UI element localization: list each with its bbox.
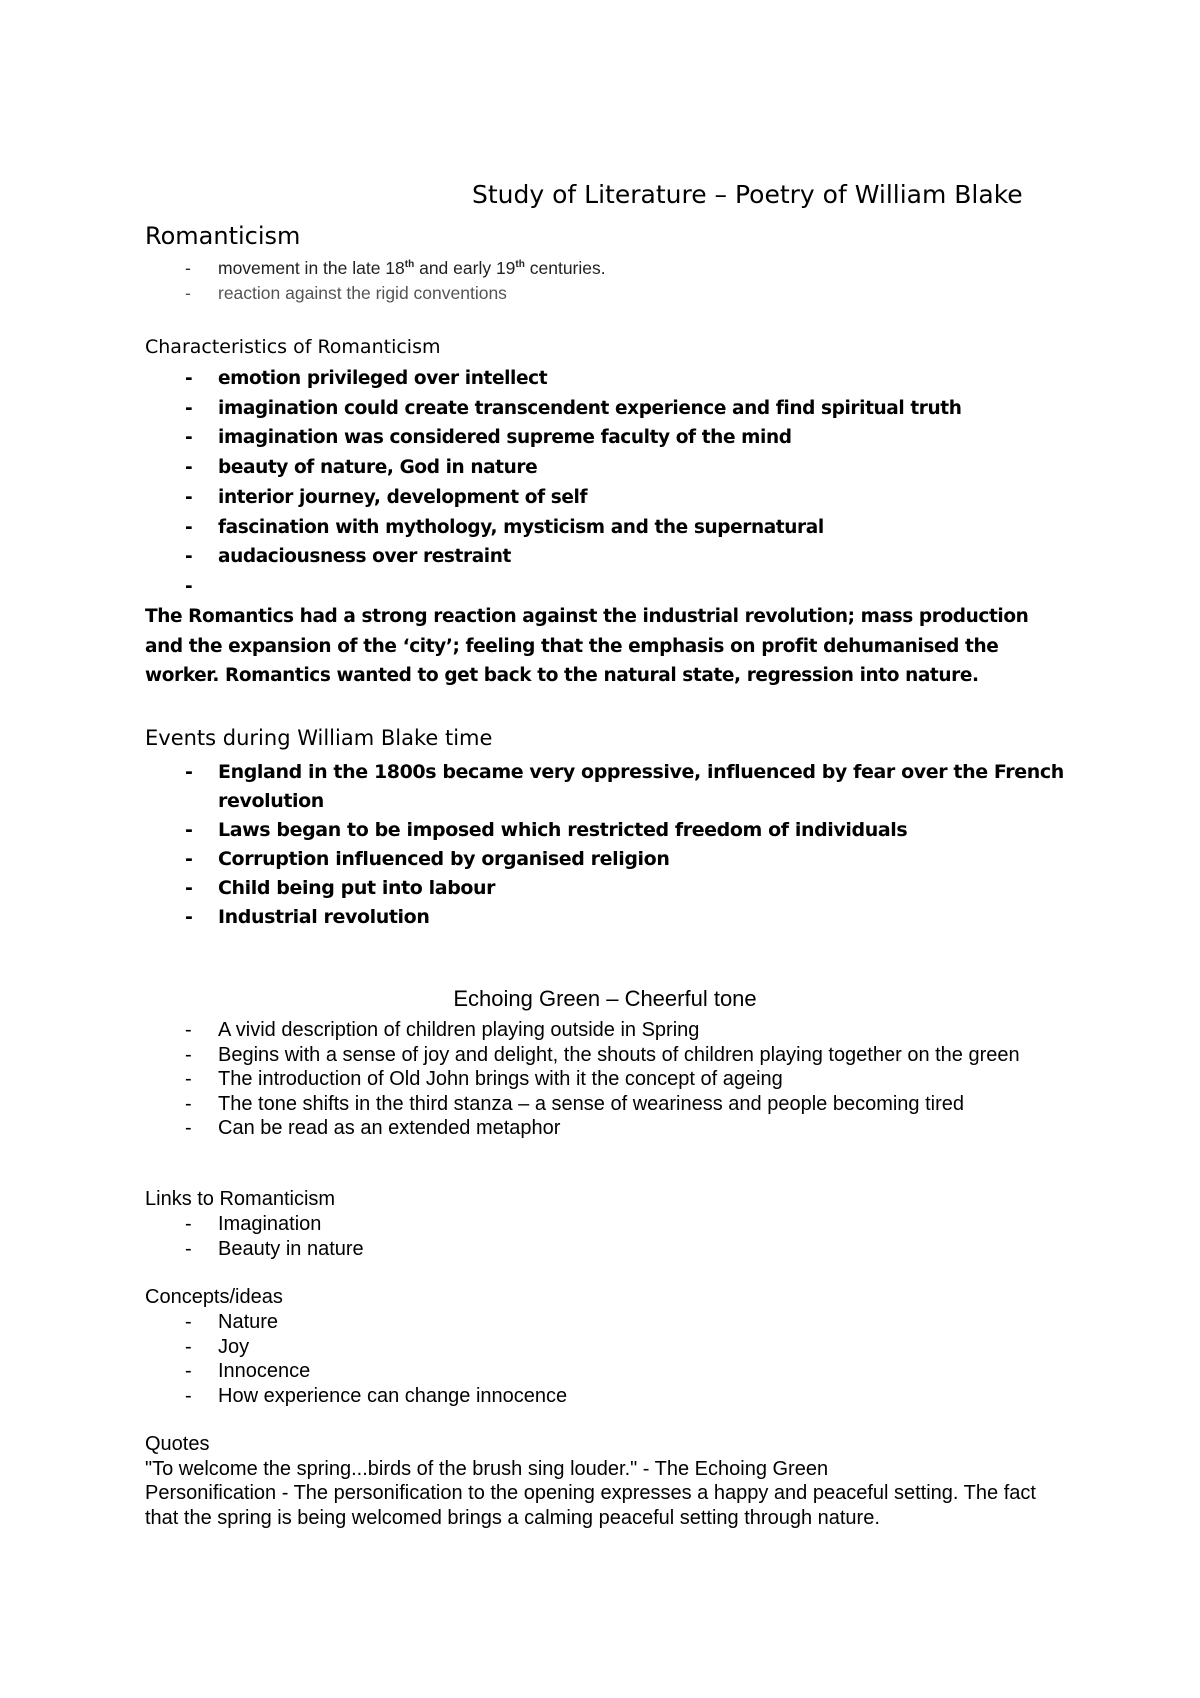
list-item: - A vivid description of children playing outside in Spring: [185, 1018, 1065, 1043]
concepts-heading: Concepts/ideas: [145, 1286, 283, 1308]
list-item: - movement in the late 18th and early 19th centuries.: [185, 256, 1065, 281]
list-item: - Imagination: [185, 1212, 1065, 1237]
list-item: - Beauty in nature: [185, 1237, 1065, 1262]
list-item: - How experience can change innocence: [185, 1384, 1065, 1409]
echoing-green-list: [185, 1018, 1065, 1141]
list-item: - Begins with a sense of joy and delight, the shouts of children playing together on the green: [185, 1043, 1065, 1068]
list-item: - fascination with mythology, mysticism and the supernatural: [185, 513, 1065, 543]
industrial-revolution-paragraph: The Romantics had a strong reaction against the industrial revolution; mass production and the expansion of the ‘city’; feeling that the emphasis on profit dehumanised the worker. Romantics wanted to get back to the natural state, regression into nature.: [145, 606, 1029, 687]
events-heading: Events during William Blake time: [145, 726, 493, 750]
list-item: - emotion privileged over intellect: [185, 364, 1065, 394]
list-item: - Corruption influenced by organised religion: [185, 845, 1065, 874]
list-item: [185, 572, 1065, 602]
list-item: - England in the 1800s became very oppressive, influenced by fear over the French revolution: [185, 758, 1065, 816]
concepts-list: [185, 1310, 1065, 1408]
events-list: [185, 758, 1065, 932]
quotes-section: [145, 1432, 1065, 1530]
list-item: - The introduction of Old John brings with it the concept of ageing: [185, 1067, 1065, 1092]
list-item: - Industrial revolution: [185, 903, 1065, 932]
list-item: - Laws began to be imposed which restricted freedom of individuals: [185, 816, 1065, 845]
list-item: - imagination could create transcendent experience and find spiritual truth: [185, 394, 1065, 424]
characteristics-list: [185, 364, 1065, 602]
list-item: - beauty of nature, God in nature: [185, 453, 1065, 483]
links-heading: Links to Romanticism: [145, 1188, 336, 1210]
list-item: - The tone shifts in the third stanza – a sense of weariness and people becoming tired: [185, 1092, 1065, 1117]
list-item: - interior journey, development of self: [185, 483, 1065, 513]
romanticism-heading: Romanticism: [145, 222, 301, 250]
list-item: - Joy: [185, 1335, 1065, 1360]
list-item: - Can be read as an extended metaphor: [185, 1116, 1065, 1141]
list-item: - reaction against the rigid conventions: [185, 281, 1065, 306]
quotes-heading: Quotes: [145, 1433, 210, 1455]
list-item: - Innocence: [185, 1359, 1065, 1384]
romanticism-list: [185, 256, 1065, 306]
echoing-green-heading: Echoing Green – Cheerful tone: [453, 986, 757, 1011]
quote-line: "To welcome the spring...birds of the brush sing louder." - The Echoing Green: [145, 1457, 829, 1480]
list-item: - audaciousness over restraint: [185, 542, 1065, 572]
list-item: - Nature: [185, 1310, 1065, 1335]
characteristics-heading: Characteristics of Romanticism: [145, 336, 441, 358]
links-list: [185, 1212, 1065, 1261]
quote-analysis: Personification - The personification to the opening expresses a happy and peaceful setting. The fact that the spring is being welcomed brings a calming peaceful setting through nature.: [145, 1482, 1036, 1529]
list-item: - Child being put into labour: [185, 874, 1065, 903]
page-title: Study of Literature – Poetry of William Blake: [472, 180, 1023, 209]
list-item: - imagination was considered supreme faculty of the mind: [185, 423, 1065, 453]
